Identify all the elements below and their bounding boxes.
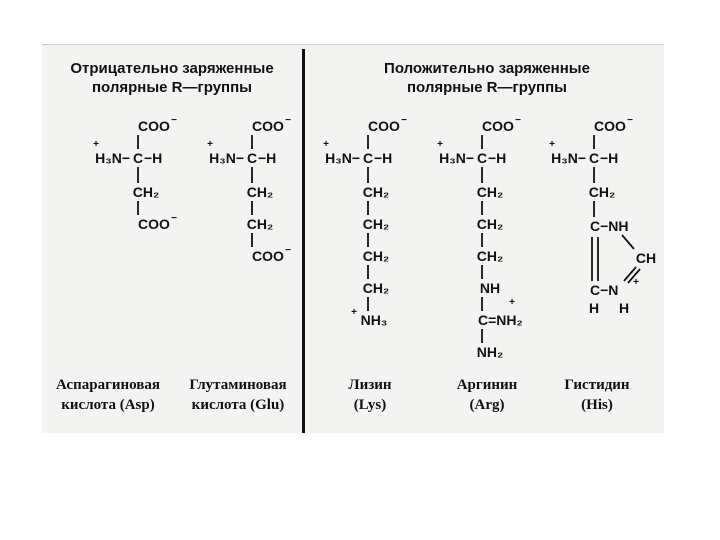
his-coo-top-minus: −: [627, 115, 633, 126]
lys-alpha-h: −H: [374, 150, 393, 166]
caption-glu-name: Глутаминовая: [189, 377, 287, 393]
asp-alpha-c: C: [132, 150, 144, 166]
arg-alpha-h: −H: [488, 150, 507, 166]
his-ch: CH: [635, 250, 657, 266]
caption-lys-name: Лизин: [348, 377, 392, 393]
his-ch2: CH₂: [588, 184, 616, 200]
caption-asp-abbr: кислота (Asp): [61, 397, 155, 413]
caption-asp-name: Аспарагиновая: [55, 377, 161, 393]
his-c-nh: C−NH: [590, 218, 629, 234]
asp-coo-top-minus: −: [171, 115, 177, 126]
glu-alpha-c: C: [246, 150, 258, 166]
arg-ch2-1: CH₂: [476, 216, 504, 232]
glu-alpha-h: −H: [258, 150, 277, 166]
his-alpha-h: −H: [600, 150, 619, 166]
arg-plus: +: [509, 297, 515, 308]
arg-coo-top-minus: −: [515, 115, 521, 126]
asp-plus: +: [93, 139, 99, 150]
asp-alpha-h: −H: [144, 150, 163, 166]
glu-h3n: H₃N−: [209, 150, 244, 166]
positive-header-line2: полярные R—группы: [407, 79, 567, 96]
lys-alpha-c: C: [362, 150, 374, 166]
arg-c-eq-nh2: C=NH₂: [478, 312, 523, 328]
asp-coo-side-minus: −: [171, 213, 177, 224]
asp-h3n: H₃N−: [95, 150, 130, 166]
lys-h3n: H₃N−: [325, 150, 360, 166]
caption-his-name: Гистидин: [564, 377, 630, 393]
arg-nh: NH: [479, 280, 501, 296]
his-h-right: H: [618, 300, 630, 316]
negative-header-line1: Отрицательно заряженные: [70, 60, 274, 77]
lys-plus: +: [323, 139, 329, 150]
caption-glu-abbr: кислота (Glu): [191, 397, 285, 413]
arg-plus: +: [437, 139, 443, 150]
his-ring-nh-ch: [622, 235, 634, 249]
positive-header-line1: Положительно заряженные: [384, 60, 590, 77]
lys-nh3-plus: +: [351, 307, 357, 318]
glu-coo-side: COO: [252, 248, 284, 264]
his-alpha-c: C: [588, 150, 600, 166]
lys-ch2-2: CH₂: [362, 248, 390, 264]
caption-arg-abbr: (Arg): [469, 397, 505, 413]
lys-nh3: NH₃: [360, 312, 388, 328]
negative-header-line2: полярные R—группы: [92, 79, 252, 96]
caption-his-abbr: (His): [581, 397, 613, 413]
arg-nh2: NH₂: [476, 344, 504, 360]
lys-ch2-0: CH₂: [362, 184, 390, 200]
caption-arg-name: Аргинин: [456, 377, 518, 393]
asp-coo-side: COO: [138, 216, 170, 232]
glu-ch2-0: CH₂: [246, 184, 274, 200]
his-c-n: C−N: [590, 282, 619, 298]
lys-coo-top: COO: [368, 118, 400, 134]
glu-coo-side-minus: −: [285, 245, 291, 256]
caption-lys-abbr: (Lys): [353, 397, 387, 413]
his-h-left: H: [588, 300, 600, 316]
his-plus: +: [549, 139, 555, 150]
structural-formulas: [42, 45, 664, 433]
his-plus: +: [633, 277, 639, 288]
arg-coo-top: COO: [482, 118, 514, 134]
asp-ch2-0: CH₂: [132, 184, 160, 200]
glu-coo-top-minus: −: [285, 115, 291, 126]
arg-h3n: H₃N−: [439, 150, 474, 166]
his-h3n: H₃N−: [551, 150, 586, 166]
lys-ch2-3: CH₂: [362, 280, 390, 296]
his-coo-top: COO: [594, 118, 626, 134]
arg-alpha-c: C: [476, 150, 488, 166]
arg-ch2-2: CH₂: [476, 248, 504, 264]
arg-ch2-0: CH₂: [476, 184, 504, 200]
scanned-figure: [42, 44, 664, 433]
lys-ch2-1: CH₂: [362, 216, 390, 232]
asp-coo-top: COO: [138, 118, 170, 134]
glu-plus: +: [207, 139, 213, 150]
lys-coo-top-minus: −: [401, 115, 407, 126]
glu-ch2-1: CH₂: [246, 216, 274, 232]
glu-coo-top: COO: [252, 118, 284, 134]
